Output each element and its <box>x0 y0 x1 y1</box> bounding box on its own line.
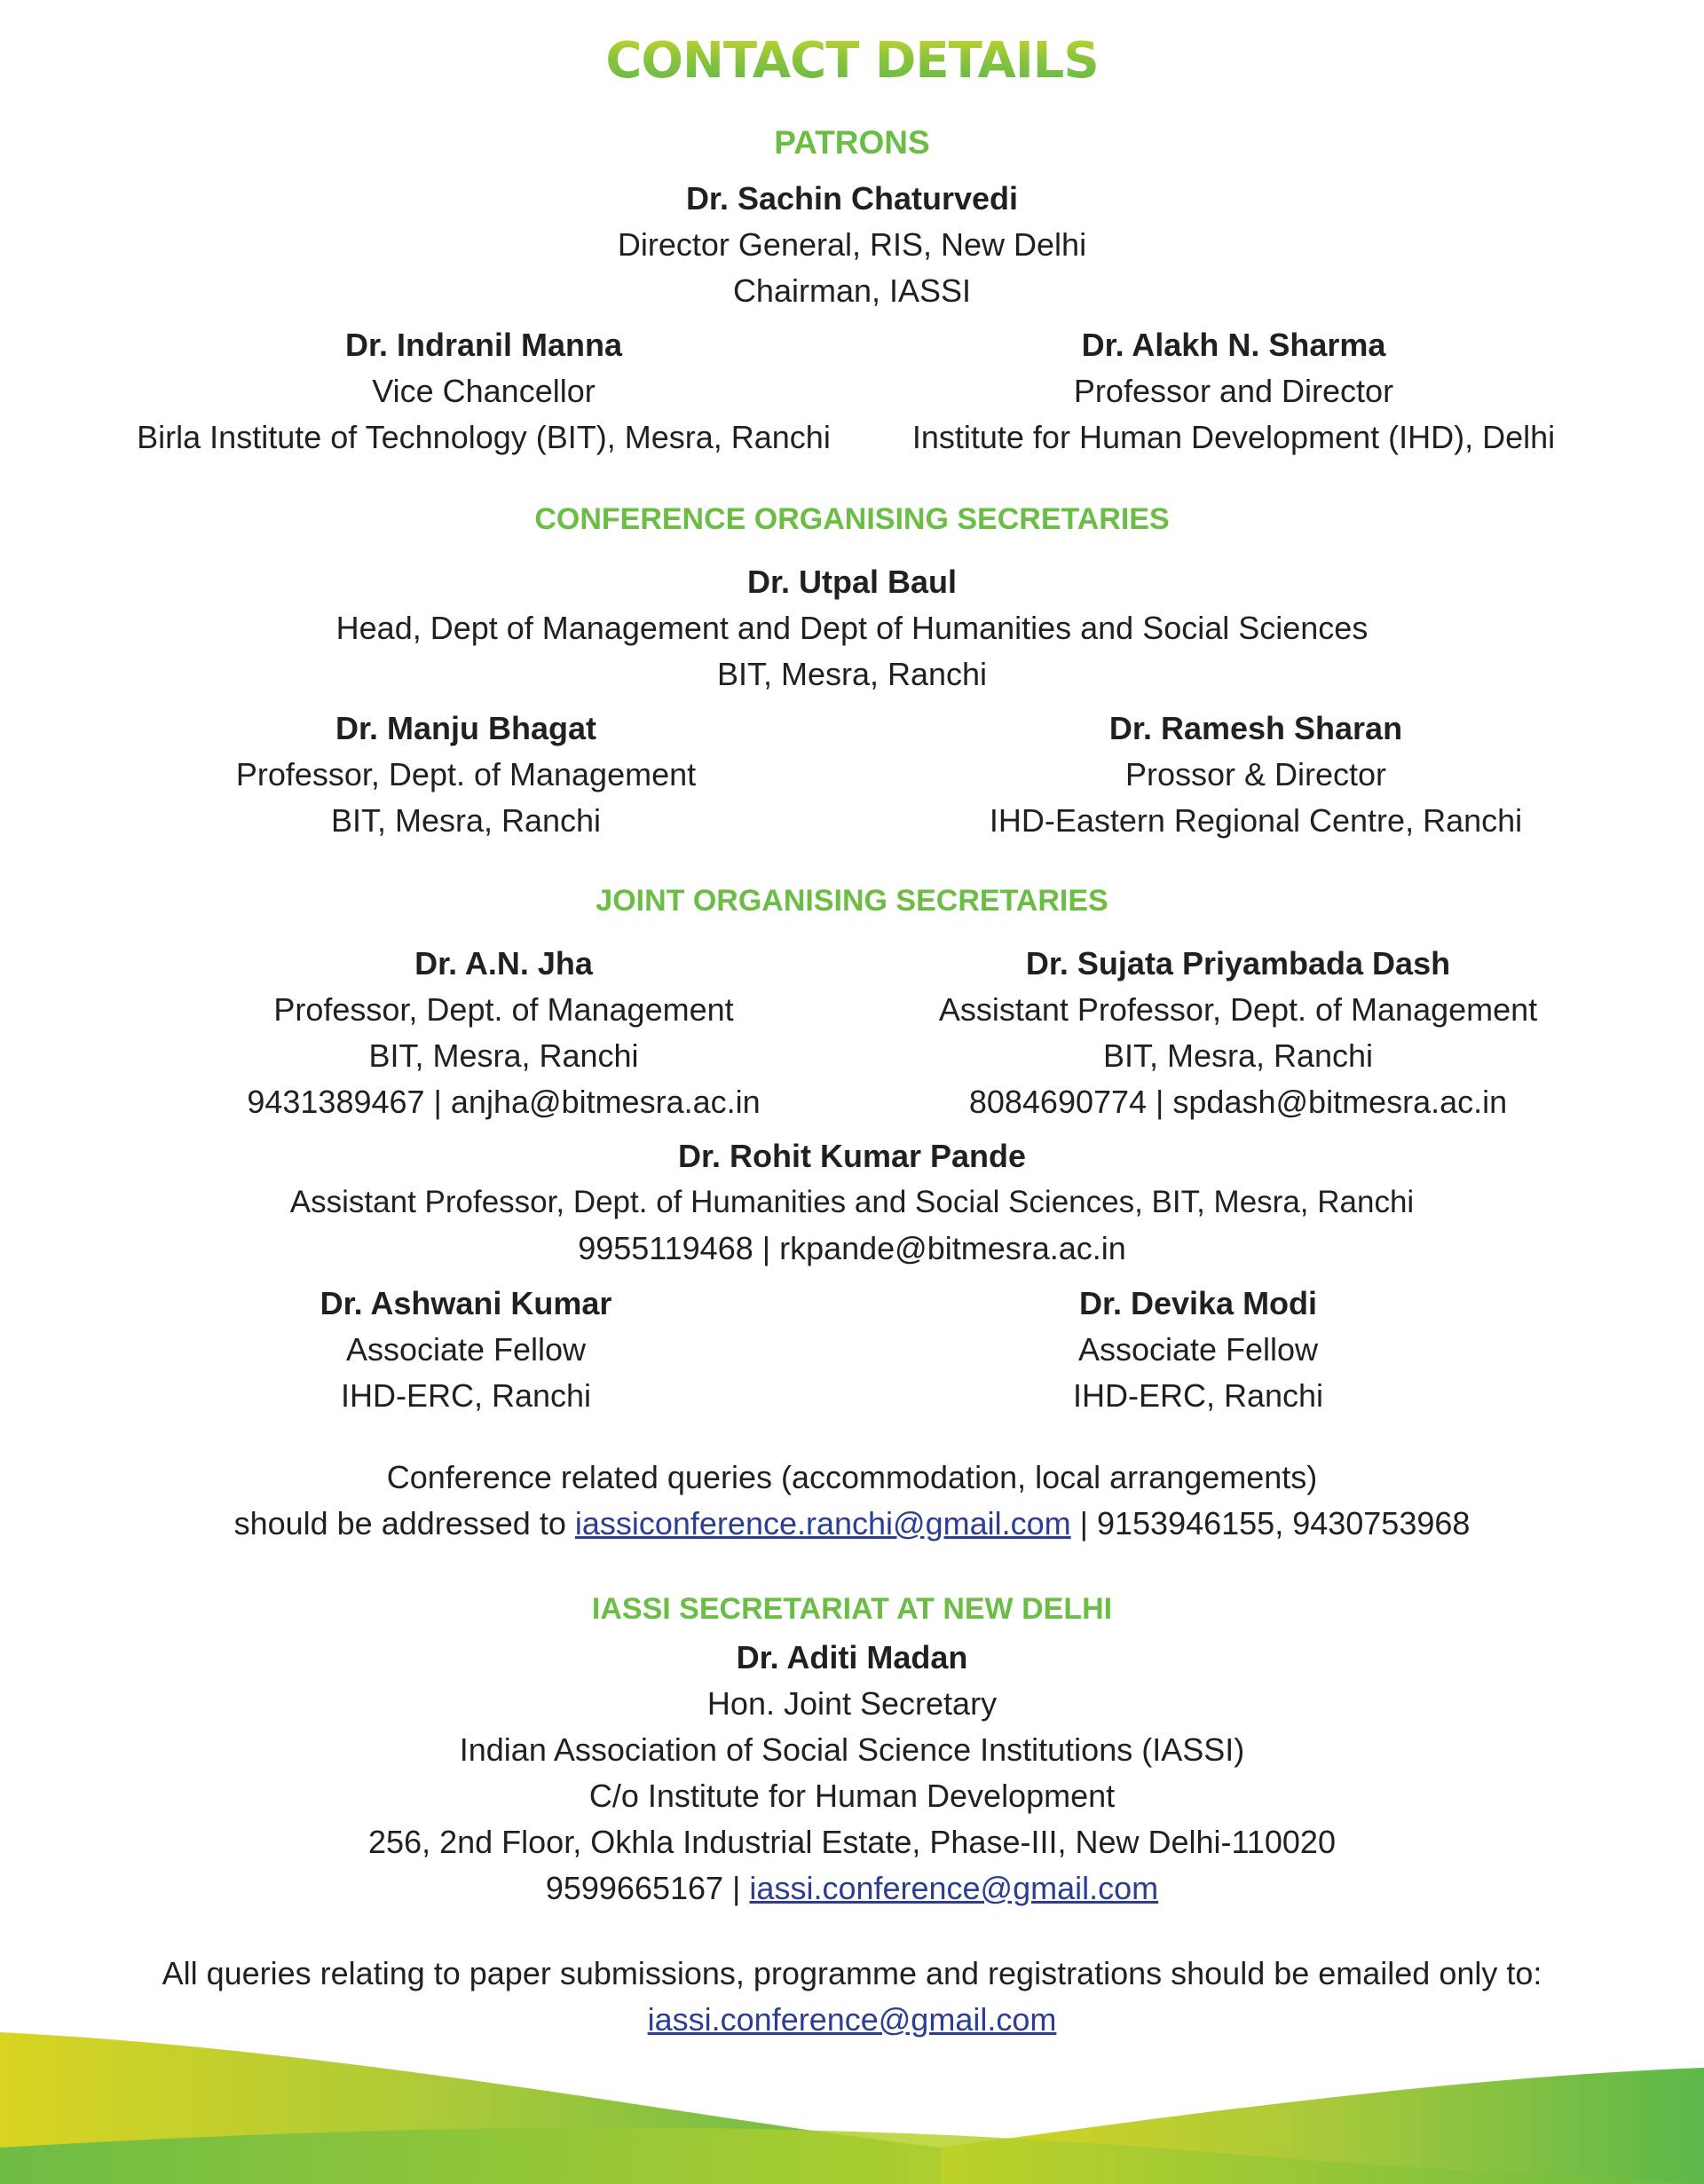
patron-main-role: Director General, RIS, New Delhi <box>617 226 1087 263</box>
conf-secretary-main-role: Head, Dept of Management and Dept of Humanities and Social Sciences <box>335 610 1369 646</box>
bottom-wave-decoration <box>0 2014 1704 2184</box>
joint-secretary-right-name: Dr. Sujata Priyambada Dash <box>1025 945 1451 982</box>
conf-secretary-right <box>852 706 1660 844</box>
joint-secretary-left2-name: Dr. Ashwani Kumar <box>320 1285 612 1321</box>
joint-secretary-right-contact: 8084690774 | spdash@bitmesra.ac.in <box>968 1084 1508 1120</box>
joint-secretary-left2-affiliation: IHD-ERC, Ranchi <box>340 1377 592 1414</box>
conf-secretary-left-role: Professor, Dept. of Management <box>235 756 697 792</box>
secretariat-address: 256, 2nd Floor, Okhla Industrial Estate, Phase-III, New Delhi-110020 <box>368 1824 1336 1860</box>
secretariat-phone: 9599665167 | <box>545 1870 750 1906</box>
queries-email-link[interactable]: iassiconference.ranchi@gmail.com <box>574 1505 1071 1541</box>
footer-note-text: All queries relating to paper submissions, programme and registrations should be emailed only to: <box>162 1955 1542 1991</box>
conf-secretary-main <box>0 559 1704 698</box>
queries-prefix: should be addressed to <box>233 1505 575 1541</box>
joint-secretary-left-role: Professor, Dept. of Management <box>273 991 734 1028</box>
secretariat-email-link[interactable]: iassi.conference@gmail.com <box>749 1870 1159 1906</box>
joint-secretary-right2-role: Associate Fellow <box>1077 1331 1319 1368</box>
queries-line2 <box>0 1501 1704 1547</box>
conf-secretary-main-name: Dr. Utpal Baul <box>746 564 958 600</box>
secretariat-contact <box>0 1635 1704 1912</box>
queries-line1: Conference related queries (accommodation, local arrangements) <box>386 1459 1318 1495</box>
secretariat-org: Indian Association of Social Science Institutions (IASSI) <box>459 1731 1245 1768</box>
patron-main-name: Dr. Sachin Chaturvedi <box>685 180 1019 217</box>
conf-secretary-right-role: Prossor & Director <box>1124 756 1387 792</box>
patron-right-affiliation: Institute for Human Development (IHD), Delhi <box>911 419 1556 455</box>
secretariat-phone-email <box>0 1865 1704 1912</box>
joint-secretary-center-role: Assistant Professor, Dept. of Humanities and Social Sciences, BIT, Mesra, Ranchi <box>289 1185 1415 1219</box>
patrons-heading: PATRONS <box>774 124 930 161</box>
joint-secretary-right2 <box>816 1281 1580 1419</box>
joint-secretary-center-contact: 9955119468 | rkpande@bitmesra.ac.in <box>578 1230 1126 1266</box>
joint-secretary-left-contact: 9431389467 | anjha@bitmesra.ac.in <box>247 1084 761 1120</box>
joint-secretary-center <box>0 1133 1704 1272</box>
patron-main <box>0 176 1704 314</box>
joint-secretary-right2-affiliation: IHD-ERC, Ranchi <box>1072 1377 1324 1414</box>
queries-phones: | 9153946155, 9430753968 <box>1070 1505 1471 1541</box>
secretariat-name: Dr. Aditi Madan <box>736 1639 968 1675</box>
joint-secretary-left-name: Dr. A.N. Jha <box>414 945 593 982</box>
queries-note <box>0 1455 1704 1547</box>
joint-secretary-left2-role: Associate Fellow <box>345 1331 587 1368</box>
secretariat-heading: IASSI SECRETARIAT AT NEW DELHI <box>591 1592 1113 1626</box>
joint-secretary-right <box>879 941 1598 1125</box>
footer-email-link[interactable]: iassi.conference@gmail.com <box>647 2001 1057 2038</box>
joint-secretary-right-affiliation: BIT, Mesra, Ranchi <box>1102 1037 1374 1074</box>
conf-secretaries-heading: CONFERENCE ORGANISING SECRETARIES <box>534 502 1170 536</box>
secretariat-role: Hon. Joint Secretary <box>706 1685 998 1722</box>
patron-left-affiliation: Birla Institute of Technology (BIT), Mesra, Ranchi <box>137 419 831 455</box>
joint-secretary-right-role: Assistant Professor, Dept. of Management <box>938 991 1538 1028</box>
conf-secretary-right-affiliation: IHD-Eastern Regional Centre, Ranchi <box>989 802 1523 839</box>
joint-secretary-left-affiliation: BIT, Mesra, Ranchi <box>368 1037 639 1074</box>
patron-left-name: Dr. Indranil Manna <box>344 327 623 363</box>
conf-secretary-left <box>53 706 879 844</box>
patron-right-name: Dr. Alakh N. Sharma <box>1081 327 1386 363</box>
secretariat-care-of: C/o Institute for Human Development <box>588 1778 1116 1814</box>
patron-left <box>89 322 879 461</box>
conf-secretary-right-name: Dr. Ramesh Sharan <box>1108 710 1403 746</box>
patron-right-role: Professor and Director <box>1073 373 1394 409</box>
conf-secretary-left-name: Dr. Manju Bhagat <box>335 710 597 746</box>
conf-secretary-left-affiliation: BIT, Mesra, Ranchi <box>330 802 602 839</box>
joint-secretary-center-name: Dr. Rohit Kumar Pande <box>677 1138 1027 1174</box>
conf-secretary-main-affiliation: BIT, Mesra, Ranchi <box>716 656 988 692</box>
joint-secretary-right2-name: Dr. Devika Modi <box>1078 1285 1318 1321</box>
patron-right <box>825 322 1642 461</box>
joint-secretary-left2 <box>89 1281 843 1419</box>
patron-left-role: Vice Chancellor <box>372 373 596 409</box>
patron-main-affiliation: Chairman, IASSI <box>732 272 972 309</box>
joint-secretaries-heading: JOINT ORGANISING SECRETARIES <box>596 884 1108 918</box>
joint-secretary-left <box>89 941 919 1125</box>
page-title: CONTACT DETAILS <box>0 32 1704 90</box>
